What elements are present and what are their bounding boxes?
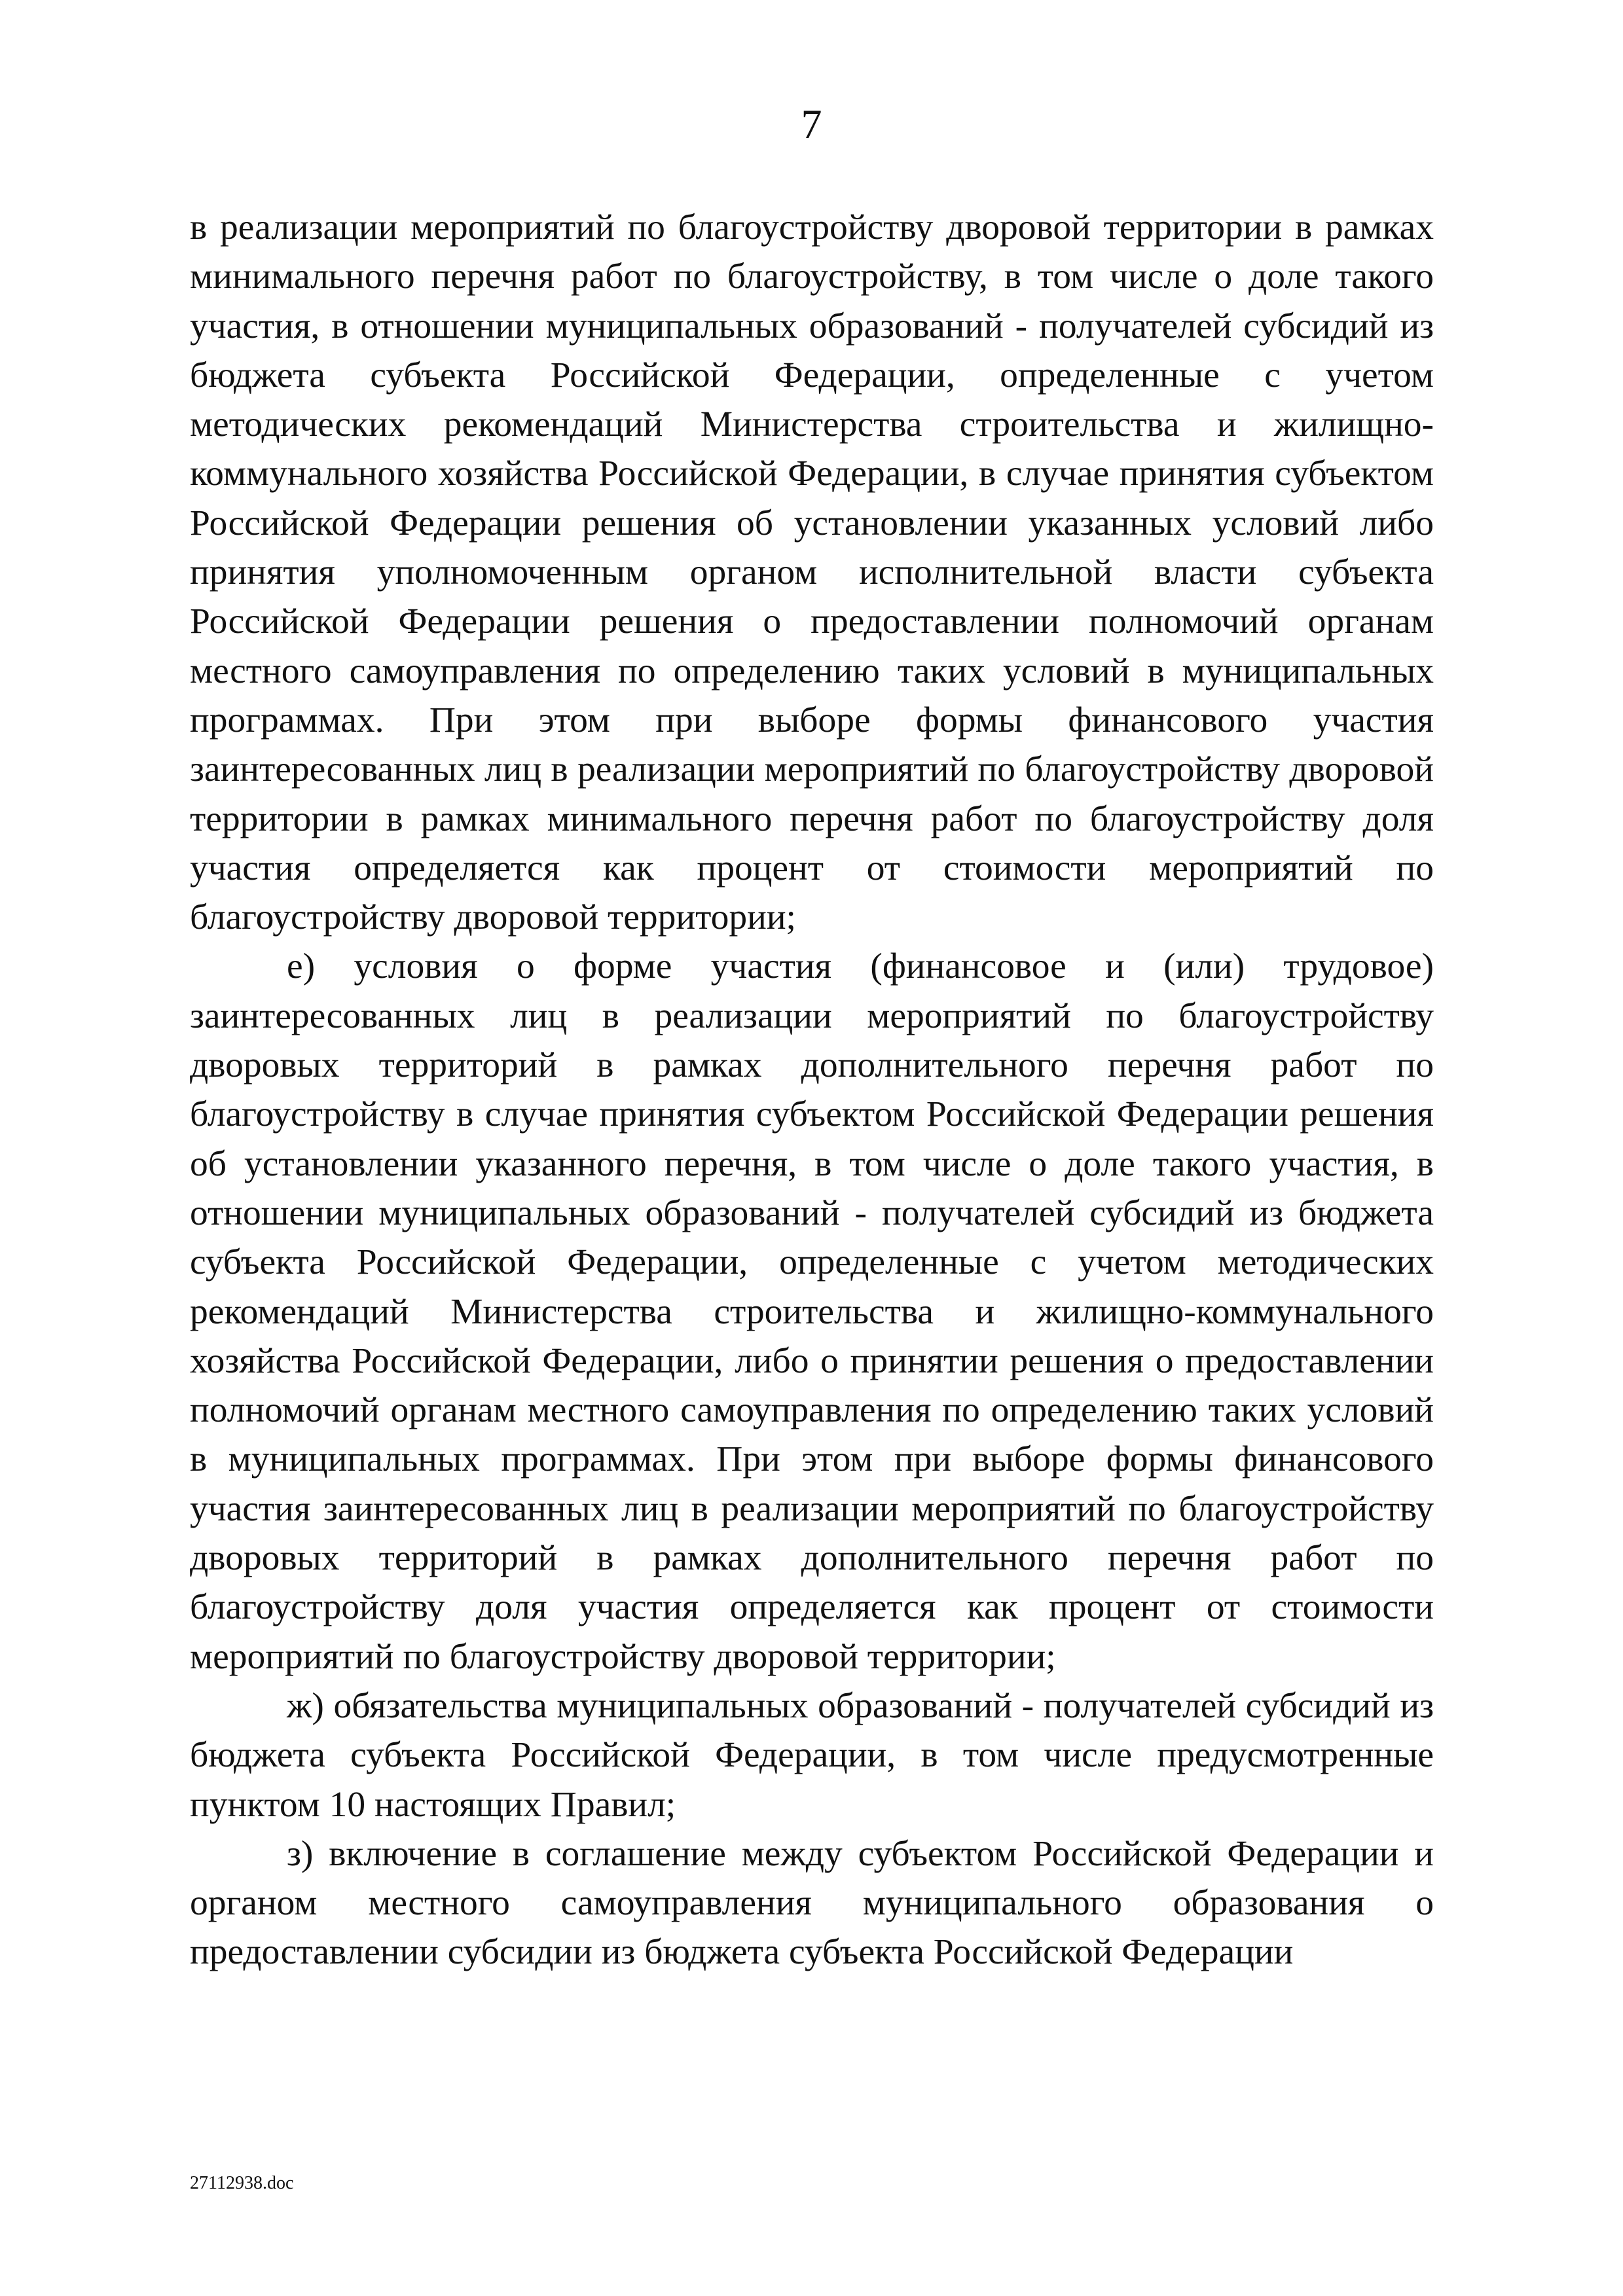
paragraph-continuation: в реализации мероприятий по благоустройству дворовой территории в рамках минимального перечня работ по благоустройству, в том числе о доле такого участия, в отношении муниципальных образований - получателей субсидий из бюджета субъекта Российской Федерации, определенные с учетом методических рекомендаций Министерства строительства и жилищно-коммунального хозяйства Российской Федерации, в случае принятия субъектом Российской Федерации решения об установлении указанных условий либо принятия уполномоченным органом исполнительной власти субъекта Российской Федерации решения о предоставлении полномочий органам местного самоуправления по определению таких условий в муниципальных программах. При этом при выборе формы финансового участия заинтересованных лиц в реализации мероприятий по благоустройству дворовой территории в рамках минимального перечня работ по благоустройству доля участия определяется как процент от стоимости мероприятий по благоустройству дворовой территории; xyxy=(190,207,1434,938)
footer-file-code: 27112938.doc xyxy=(190,2173,294,2193)
document-body xyxy=(190,203,1434,1977)
paragraph-item-z: з) включение в соглашение между субъектом Российской Федерации и органом местного самоуправления муниципального образования о предоставлении субсидии из бюджета субъекта Российской Федерации xyxy=(190,1833,1434,1973)
paragraph-item-e: е) условия о форме участия (финансовое и (или) трудовое) заинтересованных лиц в реализации мероприятий по благоустройству дворовых территорий в рамках дополнительного перечня работ по благоустройству в случае принятия субъектом Российской Федерации решения об установлении указанного перечня, в том числе о доле такого участия, в отношении муниципальных образований - получателей субсидий из бюджета субъекта Российской Федерации, определенные с учетом методических рекомендаций Министерства строительства и жилищно-коммунального хозяйства Российской Федерации, либо о принятии решения о предоставлении полномочий органам местного самоуправления по определению таких условий в муниципальных программах. При этом при выборе формы финансового участия заинтересованных лиц в реализации мероприятий по благоустройству дворовых территорий в рамках дополнительного перечня работ по благоустройству доля участия определяется как процент от стоимости мероприятий по благоустройству дворовой территории; xyxy=(190,946,1434,1677)
page-number: 7 xyxy=(801,101,822,147)
paragraph-item-zh: ж) обязательства муниципальных образований - получателей субсидий из бюджета субъекта Российской Федерации, в том числе предусмотренные пунктом 10 настоящих Правил; xyxy=(190,1685,1434,1825)
